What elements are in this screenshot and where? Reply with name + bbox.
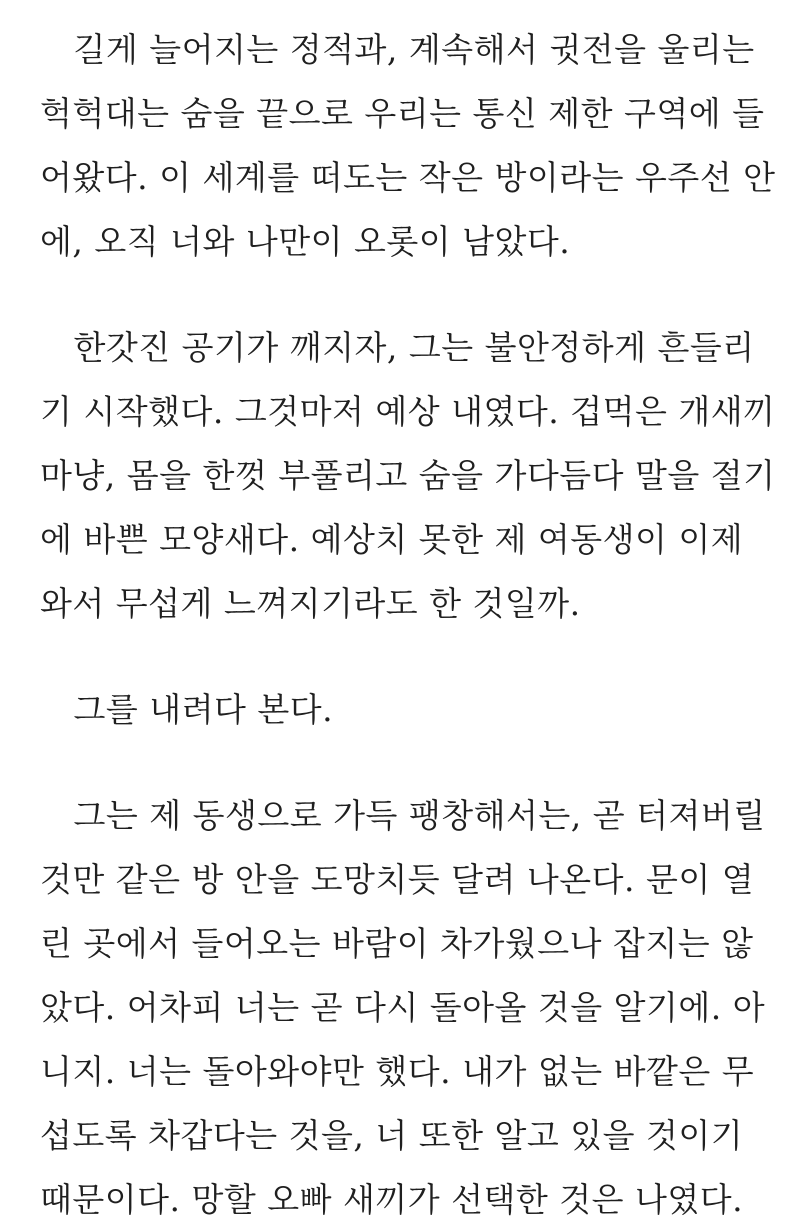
text-line: 한갓진 공기가 깨지자, 그는 불안정하게 흔들리 bbox=[40, 328, 755, 367]
text-line: 았다. 어차피 너는 곧 다시 돌아올 것을 알기에. 아 bbox=[40, 988, 766, 1027]
paragraph-2 bbox=[40, 316, 776, 636]
paragraph-1 bbox=[40, 18, 776, 274]
text-line: 헉헉대는 숨을 끝으로 우리는 통신 제한 구역에 들 bbox=[40, 94, 765, 133]
text-line: 때문이다. 망할 오빠 새끼가 선택한 것은 나였다. bbox=[40, 1180, 744, 1219]
text-line: 길게 늘어지는 정적과, 계속해서 귓전을 울리는 bbox=[40, 30, 755, 69]
paragraph-4 bbox=[40, 784, 776, 1232]
text-line: 그를 내려다 본다. bbox=[40, 690, 334, 729]
text-line: 그는 제 동생으로 가득 팽창해서는, 곧 터져버릴 bbox=[40, 796, 766, 835]
text-line: 에 바쁜 모양새다. 예상치 못한 제 여동생이 이제 bbox=[40, 520, 744, 559]
text-line: 에, 오직 너와 나만이 오롯이 남았다. bbox=[40, 222, 571, 261]
text-line: 기 시작했다. 그것마저 예상 내였다. 겁먹은 개새끼 bbox=[40, 392, 776, 431]
text-line: 것만 같은 방 안을 도망치듯 달려 나온다. 문이 열 bbox=[40, 860, 755, 899]
text-line: 마냥, 몸을 한껏 부풀리고 숨을 가다듬다 말을 절기 bbox=[40, 456, 776, 495]
text-line: 린 곳에서 들어오는 바람이 차가웠으나 잡지는 않 bbox=[40, 924, 754, 963]
paragraph-3 bbox=[40, 678, 776, 742]
text-line: 니지. 너는 돌아와야만 했다. 내가 없는 바깥은 무 bbox=[40, 1052, 755, 1091]
text-line: 와서 무섭게 느껴지기라도 한 것일까. bbox=[40, 584, 581, 623]
text-line: 어왔다. 이 세계를 떠도는 작은 방이라는 우주선 안 bbox=[40, 158, 776, 197]
text-line: 섭도록 차갑다는 것을, 너 또한 알고 있을 것이기 bbox=[40, 1116, 744, 1155]
